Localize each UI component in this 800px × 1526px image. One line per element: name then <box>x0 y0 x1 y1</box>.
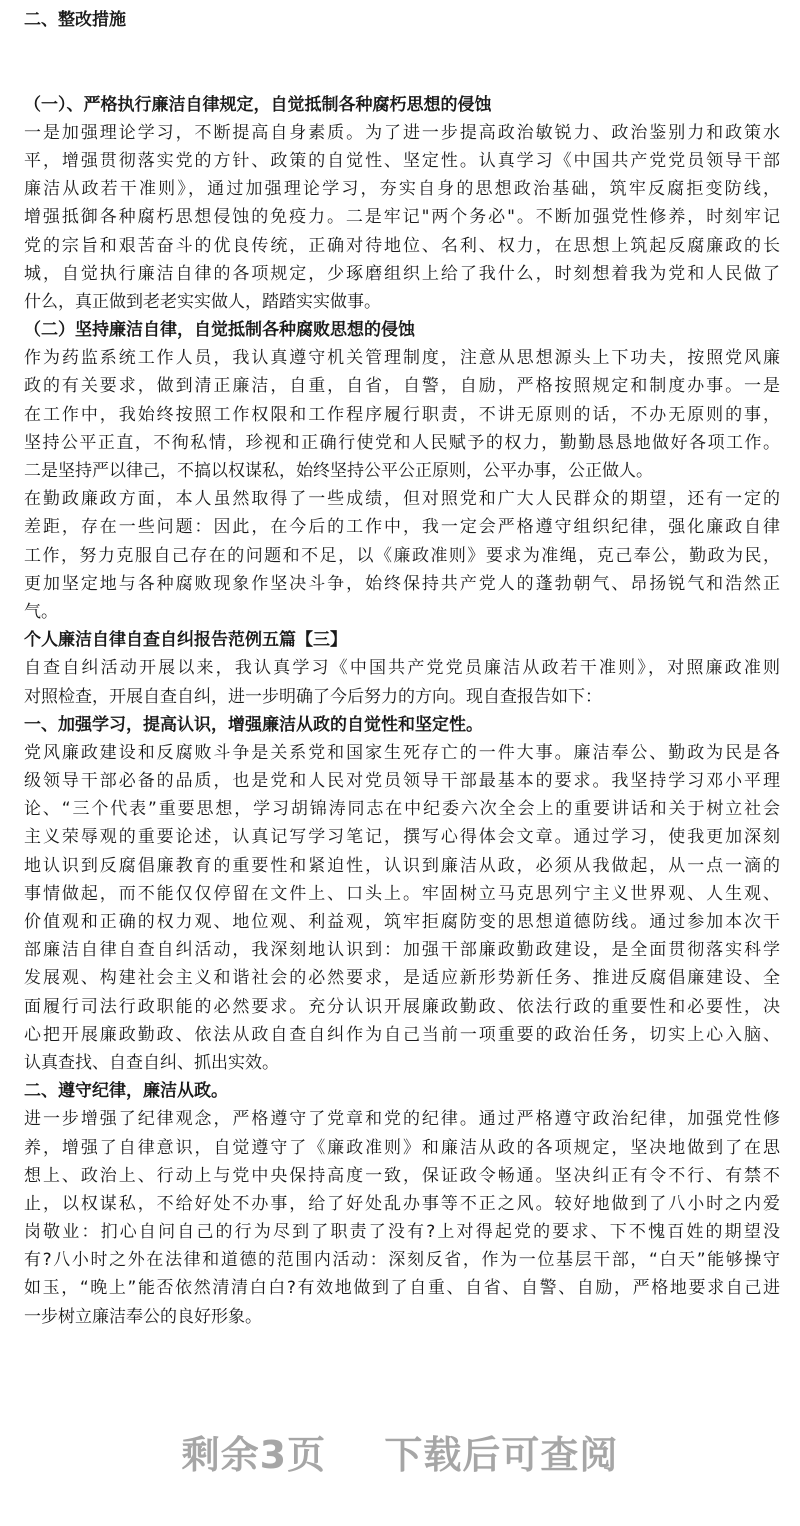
text-line: 党风廉政建设和反腐败斗争是关系党和国家生死存亡的一件大事。廉洁奉公、勤政为民是各 <box>24 742 780 763</box>
text-line: 发展观、构建社会主义和谐社会的必然要求，是适应新形势新任务、推进反腐倡廉建设、全 <box>24 968 780 989</box>
text-line: 地认识到反腐倡廉教育的重要性和紧迫性，认识到廉洁从政，必须从我做起，从一点一滴的 <box>24 855 780 876</box>
text-line: 差距，存在一些问题：因此，在今后的工作中，我一定会严格遵守组织纪律，强化廉政自律 <box>24 517 780 538</box>
text-line: 平，增强贯彻落实党的方针、政策的自觉性、坚定性。认真学习《中国共产党党员领导干部 <box>24 150 780 171</box>
text-line: 更加坚定地与各种腐败现象作坚决斗争，始终保持共产党人的蓬勃朝气、昂扬锐气和浩然正 <box>24 573 780 594</box>
paragraph <box>24 344 780 485</box>
text-line: 一步树立廉洁奉公的良好形象。 <box>24 1306 262 1327</box>
paragraph <box>24 1105 780 1331</box>
text-line: 岗敬业：扪心自问自己的行为尽到了职责了没有?上对得起党的要求、下不愧百姓的期望没 <box>24 1222 780 1243</box>
text-line: 城，自觉执行廉洁自律的各项规定，少琢磨组织上给了我什么，时刻想着我为党和人民做了 <box>24 263 780 284</box>
text-line: 认真查找、自查自纠、抓出实效。 <box>24 1052 279 1073</box>
text-line: 二是坚持严以律己，不搞以权谋私，始终坚持公平公正原则，公平办事，公正做人。 <box>24 461 653 482</box>
text-line: 论、“三个代表”重要思想，学习胡锦涛同志在中纪委六次全会上的重要讲话和关于树立社会 <box>24 799 780 820</box>
text-line: 如玉，“晚上”能否依然清清白白?有效地做到了自重、自省、自警、自励，严格地要求自己进 <box>24 1278 780 1299</box>
section-heading: 一、加强学习，提高认识，增强廉洁从政的自觉性和坚定性。 <box>24 714 483 735</box>
section-heading: （二）坚持廉洁自律，自觉抵制各种腐败思想的侵蚀 <box>24 320 415 341</box>
section-heading: （一）、严格执行廉洁自律规定，自觉抵制各种腐朽思想的侵蚀 <box>24 94 492 115</box>
text-line: 面履行司法行政职能的必然要求。充分认识开展廉政勤政、依法行政的重要性和必要性，决 <box>24 996 780 1017</box>
text-line: 增强抵御各种腐朽思想侵蚀的免疫力。二是牢记"两个务必"。不断加强党性修养，时刻牢记 <box>24 207 780 228</box>
download-prompt[interactable] <box>0 1424 800 1479</box>
text-line: 想上、政治上、行动上与党中央保持高度一致，保证政令畅通。坚决纠正有令不行、有禁不 <box>24 1165 780 1186</box>
paragraph <box>24 739 780 1077</box>
text-line: 工作，努力克服自己存在的问题和不足，以《廉政准则》要求为准绳，克己奉公，勤政为民， <box>24 545 780 566</box>
text-line: 对照检查，开展自查自纠，进一步明确了今后努力的方向。现自查报告如下： <box>24 686 602 707</box>
paragraph <box>24 119 780 316</box>
text-line: 党的宗旨和艰苦奋斗的优良传统，正确对待地位、名利、权力，在思想上筑起反腐廉政的长 <box>24 235 780 256</box>
text-line: 什么，真正做到老老实实做人，踏踏实实做事。 <box>24 291 381 312</box>
text-line: 有?八小时之外在法律和道德的范围内活动：深刻反省，作为一位基层干部，“白天”能够操守 <box>24 1250 780 1271</box>
section-heading: 个人廉洁自律自查自纠报告范例五篇【三】 <box>24 630 347 651</box>
text-line: 坚持公平正直，不徇私情，珍视和正确行使党和人民赋予的权力，勤勤恳恳地做好各项工作。 <box>24 432 780 453</box>
text-line: 气。 <box>24 601 58 622</box>
text-line: 止，以权谋私，不给好处不办事，给了好处乱办事等不正之风。较好地做到了八小时之内爱 <box>24 1193 780 1214</box>
text-line: 事情做起，而不能仅仅停留在文件上、口头上。牢固树立马克思列宁主义世界观、人生观、 <box>24 883 780 904</box>
text-line: 政的有关要求，做到清正廉洁，自重，自省，自警，自励，严格按照规定和制度办事。一是 <box>24 376 780 397</box>
text-line: 自查自纠活动开展以来，我认真学习《中国共产党党员廉洁从政若干准则》，对照廉政准则 <box>24 658 780 679</box>
text-line: 价值观和正确的权力观、地位观、利益观，筑牢拒腐防变的思想道德防线。通过参加本次干 <box>24 912 780 933</box>
document-body <box>24 6 780 1331</box>
text-line: 进一步增强了纪律观念，严格遵守了党章和党的纪律。通过严格遵守政治纪律，加强党性修 <box>24 1109 780 1130</box>
text-line: 廉洁从政若干准则》，通过加强理论学习，夯实自身的思想政治基础，筑牢反腐拒变防线， <box>24 179 780 200</box>
download-to-view-label[interactable]: 下载后可查阅 <box>384 1433 619 1477</box>
text-line: 作为药监系统工作人员，我认真遵守机关管理制度，注意从思想源头上下功夫，按照党风廉 <box>24 348 780 369</box>
text-line: 在工作中，我始终按照工作权限和工作程序履行职责，不讲无原则的话，不办无原则的事， <box>24 404 780 425</box>
paragraph <box>24 654 780 710</box>
section-heading: 二、整改措施 <box>24 10 126 30</box>
text-line: 部廉洁自律自查自纠活动，我深刻地认识到：加强干部廉政勤政建设，是全面贯彻落实科学 <box>24 940 780 961</box>
paragraph <box>24 485 780 626</box>
text-line: 养，增强了自律意识，自觉遵守了《廉政准则》和廉洁从政的各项规定，坚决地做到了在思 <box>24 1137 780 1158</box>
section-heading: 二、遵守纪律，廉洁从政。 <box>24 1081 228 1102</box>
text-line: 级领导干部必备的品质，也是党和人民对党员领导干部最基本的要求。我坚持学习邓小平理 <box>24 771 780 792</box>
blank-space <box>24 34 780 90</box>
text-line: 在勤政廉政方面，本人虽然取得了一些成绩，但对照党和广大人民群众的期望，还有一定的 <box>24 489 780 510</box>
text-line: 一是加强理论学习，不断提高自身素质。为了进一步提高政治敏锐力、政治鉴别力和政策水 <box>24 122 780 143</box>
text-line: 主义荣辱观的重要论述，认真记写学习笔记，撰写心得体会文章。通过学习，使我更加深刻 <box>24 827 780 848</box>
text-line: 心把开展廉政勤政、依法从政自查自纠作为自己当前一项重要的政治任务，切实上心入脑、 <box>24 1024 780 1045</box>
remaining-pages-label: 剩余3页 <box>181 1433 327 1477</box>
